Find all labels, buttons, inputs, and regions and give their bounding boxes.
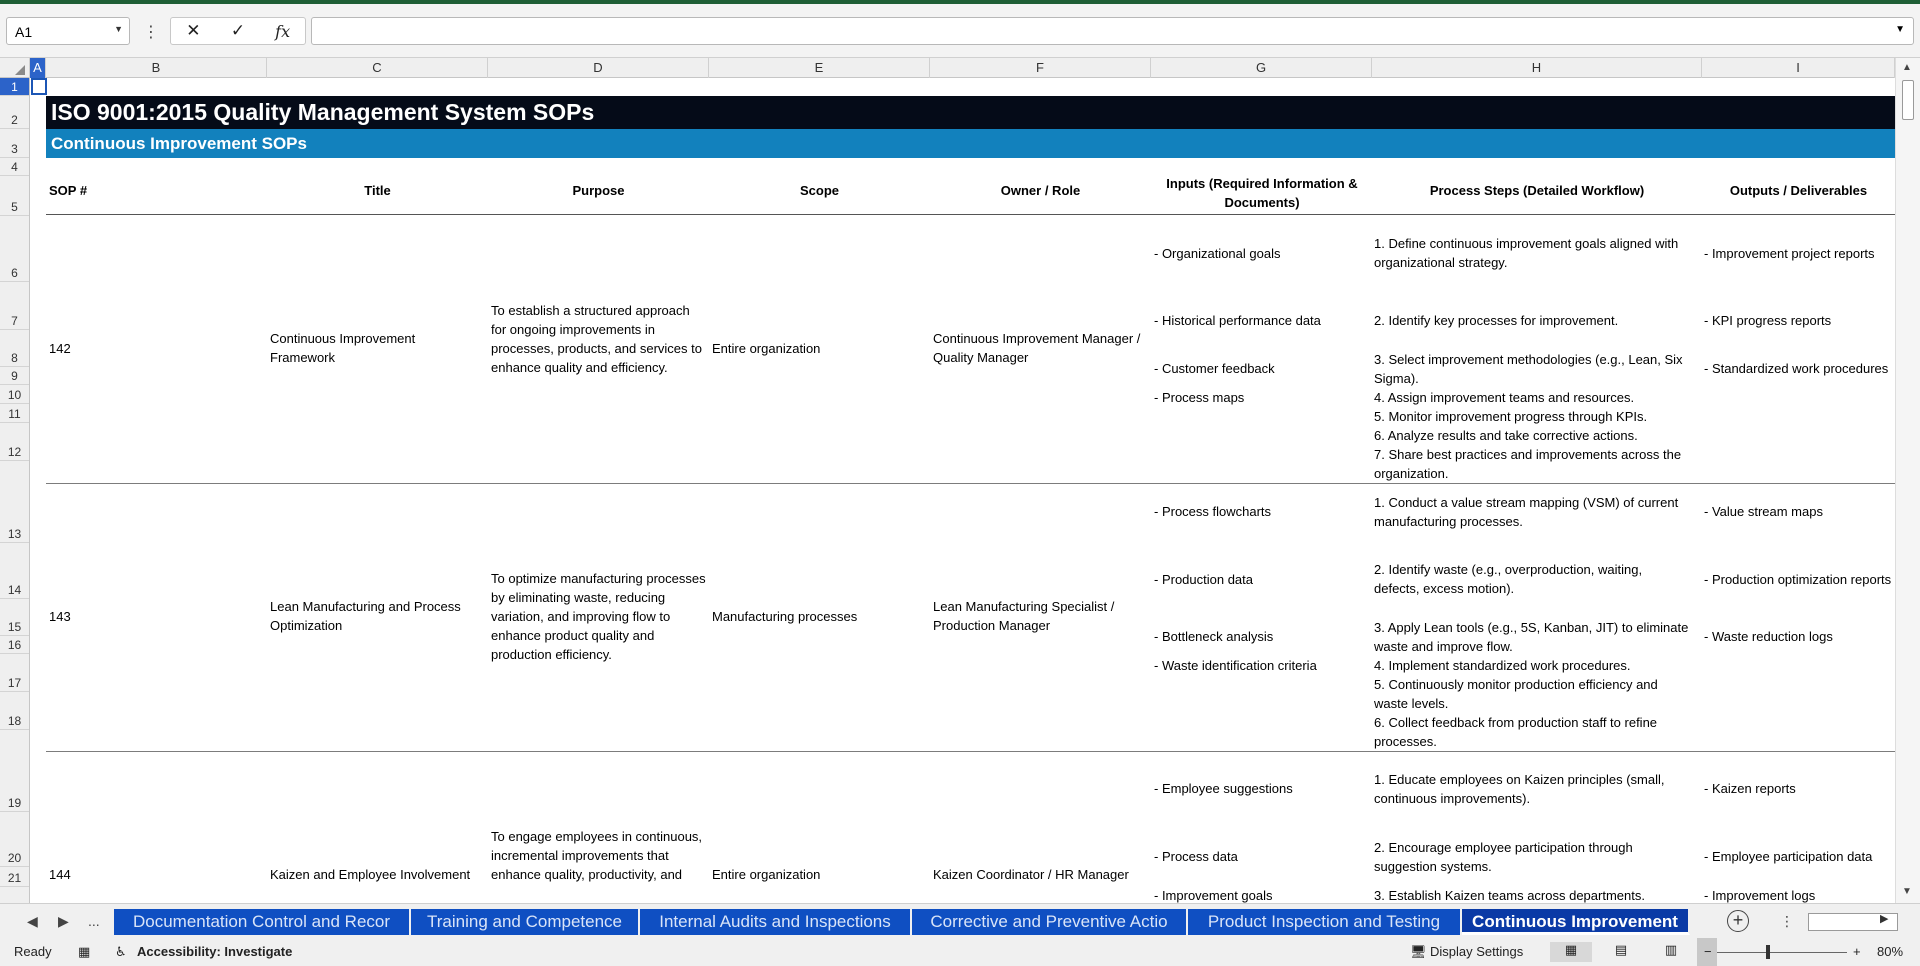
vertical-scrollbar[interactable] <box>1895 58 1920 903</box>
sop-number[interactable]: 143 <box>49 609 71 624</box>
sop-purpose[interactable]: To establish a structured approach for ongoing improvements in processes, products, and services to enhance quality and efficiency. <box>491 303 702 375</box>
tab-internal-audits[interactable]: Internal Audits and Inspections <box>640 909 912 935</box>
header-steps: Process Steps (Detailed Workflow) <box>1429 183 1645 198</box>
header-sop: SOP # <box>49 183 88 198</box>
macro-recording-icon[interactable]: ▦ <box>78 944 91 959</box>
row-header[interactable]: 14 <box>0 543 29 599</box>
input-item[interactable]: - Waste identification criteria <box>1154 658 1317 673</box>
row-header[interactable]: 4 <box>0 158 29 176</box>
sop-purpose[interactable]: To optimize manufacturing processes by eliminating waste, reducing variation, and improving flow to enhance product quality and production efficiency. <box>491 571 706 662</box>
formula-input[interactable] <box>311 17 1914 45</box>
page-break-view-icon[interactable]: ▥ <box>1664 942 1678 957</box>
process-step[interactable]: 5. Continuously monitor production efficiency and waste levels. <box>1374 677 1658 711</box>
zoom-slider-knob[interactable] <box>1766 945 1770 959</box>
row-header[interactable]: 19 <box>0 730 29 812</box>
sop-scope[interactable]: Entire organization <box>712 867 821 882</box>
sop-title[interactable]: Lean Manufacturing and Process Optimization <box>270 599 461 633</box>
status-ready: Ready <box>14 944 52 959</box>
column-header-a[interactable]: A <box>30 58 46 78</box>
input-item[interactable]: - Organizational goals <box>1154 246 1281 261</box>
column-header-h[interactable]: H <box>1372 58 1702 78</box>
name-box[interactable] <box>6 17 130 45</box>
tab-documentation-control[interactable]: Documentation Control and Recor <box>114 909 411 935</box>
header-owner: Owner / Role <box>1000 183 1081 198</box>
column-header-g[interactable]: G <box>1151 58 1372 78</box>
status-bar <box>0 938 1920 966</box>
header-underline <box>46 214 1895 215</box>
input-item[interactable]: - Bottleneck analysis <box>1154 629 1274 644</box>
tab-prev-icon[interactable]: ◀ <box>27 913 38 929</box>
formula-bar <box>0 4 1920 58</box>
scroll-thumb[interactable] <box>1902 80 1914 120</box>
accessibility-status[interactable]: Accessibility: Investigate <box>137 944 293 959</box>
row-header[interactable]: 2 <box>0 96 29 129</box>
input-item[interactable]: - Process maps <box>1154 390 1245 405</box>
output-item[interactable]: - Employee participation data <box>1704 849 1873 864</box>
output-item[interactable]: - Value stream maps <box>1704 504 1823 519</box>
output-item[interactable]: - Waste reduction logs <box>1704 629 1833 644</box>
sop-number[interactable]: 142 <box>49 341 71 356</box>
insert-function-icon[interactable]: fx <box>275 21 291 41</box>
process-step[interactable]: 1. Educate employees on Kaizen principles (small, continuous improvements). <box>1374 772 1665 806</box>
row-header[interactable]: 17 <box>0 654 29 692</box>
active-cell[interactable] <box>31 78 47 95</box>
process-step[interactable]: 2. Encourage employee participation through suggestion systems. <box>1374 840 1633 874</box>
row-header[interactable]: 3 <box>0 129 29 158</box>
process-step[interactable]: 6. Collect feedback from production staff to refine processes. <box>1374 715 1658 749</box>
process-step[interactable]: 7. Share best practices and improvements across the organization. <box>1374 447 1682 481</box>
tab-corrective-preventive[interactable]: Corrective and Preventive Actio <box>912 909 1188 935</box>
sop-number[interactable]: 144 <box>49 867 71 882</box>
header-title: Title <box>364 183 391 198</box>
row-header[interactable]: 9 <box>0 367 29 385</box>
process-step[interactable]: 6. Analyze results and take corrective actions. <box>1374 428 1638 443</box>
select-all-corner[interactable] <box>0 58 30 78</box>
expand-formula-icon[interactable]: ▼ <box>1895 24 1905 35</box>
process-step[interactable]: 2. Identify waste (e.g., overproduction, waiting, defects, excess motion). <box>1374 562 1643 596</box>
scroll-right-icon[interactable]: ▶ <box>1880 913 1889 925</box>
add-sheet-icon[interactable]: + <box>1727 910 1749 932</box>
accessibility-icon[interactable]: ♿ <box>115 944 127 959</box>
sop-owner[interactable]: Continuous Improvement Manager / Quality Manager <box>933 331 1141 365</box>
header-outputs: Outputs / Deliverables <box>1729 183 1868 198</box>
output-item[interactable]: - Improvement project reports <box>1704 246 1875 261</box>
header-scope: Scope <box>799 183 839 198</box>
tab-options-icon[interactable]: ⋮ <box>1780 913 1794 929</box>
tab-training-competence[interactable]: Training and Competence <box>411 909 640 935</box>
row-header[interactable]: 7 <box>0 282 29 330</box>
row-header[interactable]: 16 <box>0 636 29 654</box>
scroll-up-icon[interactable]: ▲ <box>1902 62 1912 73</box>
tab-more-icon[interactable]: ... <box>88 913 100 929</box>
tab-product-inspection[interactable]: Product Inspection and Testing <box>1188 909 1462 935</box>
sop-owner[interactable]: Kaizen Coordinator / HR Manager <box>933 867 1129 882</box>
column-header-e[interactable]: E <box>709 58 930 78</box>
row-header[interactable]: 1 <box>0 78 29 96</box>
header-purpose: Purpose <box>572 183 625 198</box>
output-item[interactable]: - Production optimization reports <box>1704 572 1892 587</box>
output-item[interactable]: - Kaizen reports <box>1704 781 1796 796</box>
sop-owner[interactable]: Lean Manufacturing Specialist / Production Manager <box>933 599 1115 633</box>
record-separator <box>46 751 1895 752</box>
input-item[interactable]: - Process data <box>1154 849 1238 864</box>
input-item[interactable]: - Process flowcharts <box>1154 504 1272 519</box>
zoom-in-button[interactable]: + <box>1853 944 1861 959</box>
process-step[interactable]: 3. Apply Lean tools (e.g., 5S, Kanban, JIT) to eliminate waste and improve flow. <box>1374 620 1689 654</box>
enter-icon[interactable]: ✓ <box>230 21 246 40</box>
input-item[interactable]: - Employee suggestions <box>1154 781 1293 796</box>
sop-purpose[interactable]: To engage employees in continuous, incremental improvements that enhance quality, productivity, and <box>491 829 703 882</box>
sop-scope[interactable]: Manufacturing processes <box>712 609 858 624</box>
chevron-down-icon[interactable]: ▼ <box>114 24 123 34</box>
process-step[interactable]: 4. Implement standardized work procedures. <box>1374 658 1631 673</box>
sheet-grid[interactable] <box>31 78 1895 903</box>
display-settings-button[interactable]: Display Settings <box>1430 944 1524 959</box>
sop-scope[interactable]: Entire organization <box>712 341 821 356</box>
row-header[interactable]: 13 <box>0 461 29 543</box>
sheet-subtitle: Continuous Improvement SOPs <box>46 129 1895 158</box>
process-step[interactable]: 4. Assign improvement teams and resources. <box>1374 390 1635 405</box>
input-item[interactable]: - Production data <box>1154 572 1254 587</box>
row-headers <box>0 78 30 903</box>
row-header[interactable]: 15 <box>0 599 29 636</box>
process-step[interactable]: 2. Identify key processes for improvement. <box>1374 313 1619 328</box>
output-item[interactable]: - KPI progress reports <box>1704 313 1832 328</box>
name-box-value: A1 <box>15 24 33 40</box>
tab-continuous-improvement[interactable]: Continuous Improvement <box>1462 909 1690 935</box>
row-header[interactable]: 10 <box>0 385 29 404</box>
process-step[interactable]: 1. Conduct a value stream mapping (VSM) of current manufacturing processes. <box>1374 495 1679 529</box>
column-header-d[interactable]: D <box>488 58 709 78</box>
column-header-f[interactable]: F <box>930 58 1151 78</box>
row-header[interactable]: 18 <box>0 692 29 730</box>
input-item[interactable]: - Historical performance data <box>1154 313 1321 328</box>
formula-buttons <box>170 17 306 45</box>
row-header[interactable]: 8 <box>0 330 29 367</box>
sheet-tab-bar <box>0 903 1920 938</box>
column-header-c[interactable]: C <box>267 58 488 78</box>
column-header-b[interactable]: B <box>46 58 267 78</box>
process-step[interactable]: 1. Define continuous improvement goals aligned with organizational strategy. <box>1374 236 1679 270</box>
zoom-slider-track[interactable] <box>1717 952 1847 953</box>
zoom-out-button[interactable]: − <box>1704 944 1712 959</box>
process-step[interactable]: 3. Establish Kaizen teams across departments. <box>1374 888 1645 903</box>
output-item[interactable]: - Standardized work procedures <box>1704 361 1889 376</box>
row-header[interactable]: 21 <box>0 867 29 887</box>
input-item[interactable]: - Improvement goals <box>1154 888 1273 903</box>
column-header-i[interactable]: I <box>1702 58 1895 78</box>
column-headers <box>0 58 1920 78</box>
output-item[interactable]: - Improvement logs <box>1704 888 1816 903</box>
page-layout-view-icon[interactable]: ▤ <box>1614 942 1628 957</box>
zoom-level[interactable]: 80% <box>1877 944 1904 959</box>
record-separator <box>46 483 1895 484</box>
more-vertical-icon[interactable]: ⋮ <box>143 24 159 41</box>
row-header[interactable]: 20 <box>0 812 29 867</box>
normal-view-icon[interactable]: ▦ <box>1550 942 1592 962</box>
sop-title[interactable]: Kaizen and Employee Involvement <box>270 867 471 882</box>
input-item[interactable]: - Customer feedback <box>1154 361 1275 376</box>
header-inputs: Inputs (Required Information & Documents) <box>1166 176 1358 210</box>
row-header[interactable]: 6 <box>0 216 29 282</box>
row-header[interactable]: 12 <box>0 423 29 461</box>
display-settings-icon[interactable]: 🖥 <box>1410 944 1427 959</box>
process-step[interactable]: 3. Select improvement methodologies (e.g., Lean, Six Sigma). <box>1374 352 1683 386</box>
sheet-title: ISO 9001:2015 Quality Management System SOPs <box>46 96 1895 129</box>
tab-next-icon[interactable]: ▶ <box>58 913 69 929</box>
row-header[interactable]: 5 <box>0 176 29 216</box>
sop-title[interactable]: Continuous Improvement Framework <box>270 331 416 365</box>
row-header[interactable]: 11 <box>0 404 29 423</box>
cancel-icon[interactable]: ✕ <box>186 21 201 40</box>
scroll-down-icon[interactable]: ▼ <box>1902 886 1912 897</box>
process-step[interactable]: 5. Monitor improvement progress through KPIs. <box>1374 409 1648 424</box>
